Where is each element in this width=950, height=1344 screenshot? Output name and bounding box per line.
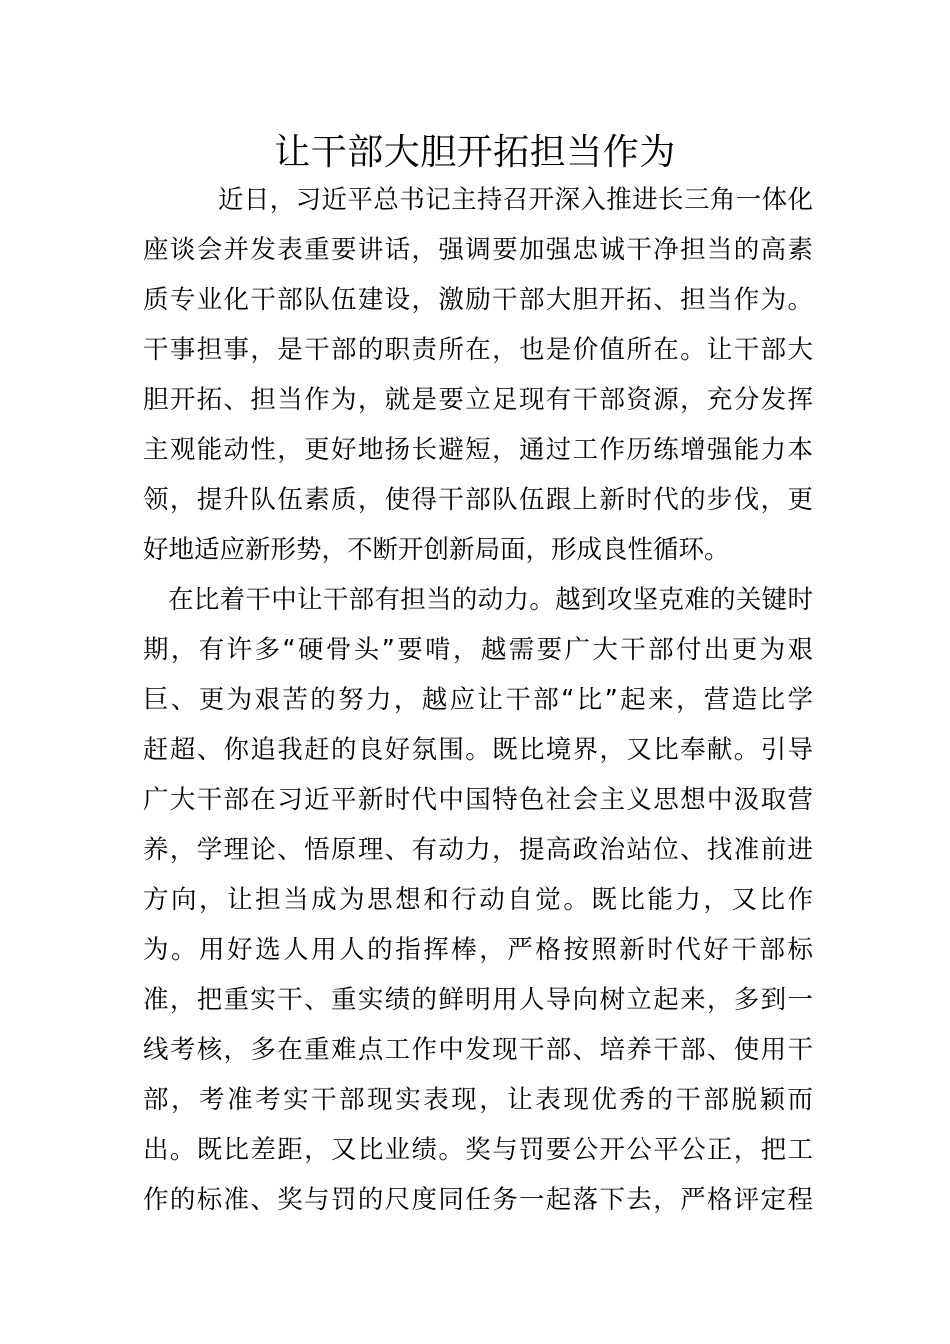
body-line: 赶超、你追我赶的良好氛围。既比境界，又比奉献。引导 (143, 735, 813, 765)
body-line: 好地适应新形势，不断开创新局面，形成良性循环。 (143, 535, 730, 565)
body-line: 近日，习近平总书记主持召开深入推进长三角一体化 (218, 185, 813, 215)
body-line: 出。既比差距，又比业绩。奖与罚要公开公平公正，把工 (143, 1135, 813, 1165)
document-title: 让干部大胆开拓担当作为 (274, 132, 676, 173)
body-line: 准，把重实干、重实绩的鲜明用人导向树立起来，多到一 (143, 985, 813, 1015)
body-line: 领，提升队伍素质，使得干部队伍跟上新时代的步伐，更 (143, 485, 813, 515)
body-line: 胆开拓、担当作为，就是要立足现有干部资源，充分发挥 (143, 385, 813, 415)
body-line: 养，学理论、悟原理、有动力，提高政治站位、找准前进 (143, 835, 813, 865)
body-line: 部，考准考实干部现实表现，让表现优秀的干部脱颖而 (143, 1085, 813, 1115)
body-line: 在比着干中让干部有担当的动力。越到攻坚克难的关键时 (168, 585, 813, 615)
body-line: 座谈会并发表重要讲话，强调要加强忠诚干净担当的高素 (143, 235, 813, 265)
body-line: 干事担事，是干部的职责所在，也是价值所在。让干部大 (143, 335, 813, 365)
body-line: 线考核，多在重难点工作中发现干部、培养干部、使用干 (143, 1035, 813, 1065)
body-line: 作的标准、奖与罚的尺度同任务一起落下去，严格评定程 (143, 1185, 813, 1215)
body-line: 质专业化干部队伍建设，激励干部大胆开拓、担当作为。 (143, 285, 813, 315)
body-line: 广大干部在习近平新时代中国特色社会主义思想中汲取营 (143, 785, 813, 815)
body-line: 方向，让担当成为思想和行动自觉。既比能力，又比作 (143, 885, 813, 915)
body-line: 为。用好选人用人的指挥棒，严格按照新时代好干部标 (143, 935, 813, 965)
body-line: 巨、更为艰苦的努力，越应让干部“比”起来，营造比学 (143, 685, 813, 715)
body-line: 期，有许多“硬骨头”要啃，越需要广大干部付出更为艰 (143, 635, 813, 665)
body-line: 主观能动性，更好地扬长避短，通过工作历练增强能力本 (143, 435, 813, 465)
